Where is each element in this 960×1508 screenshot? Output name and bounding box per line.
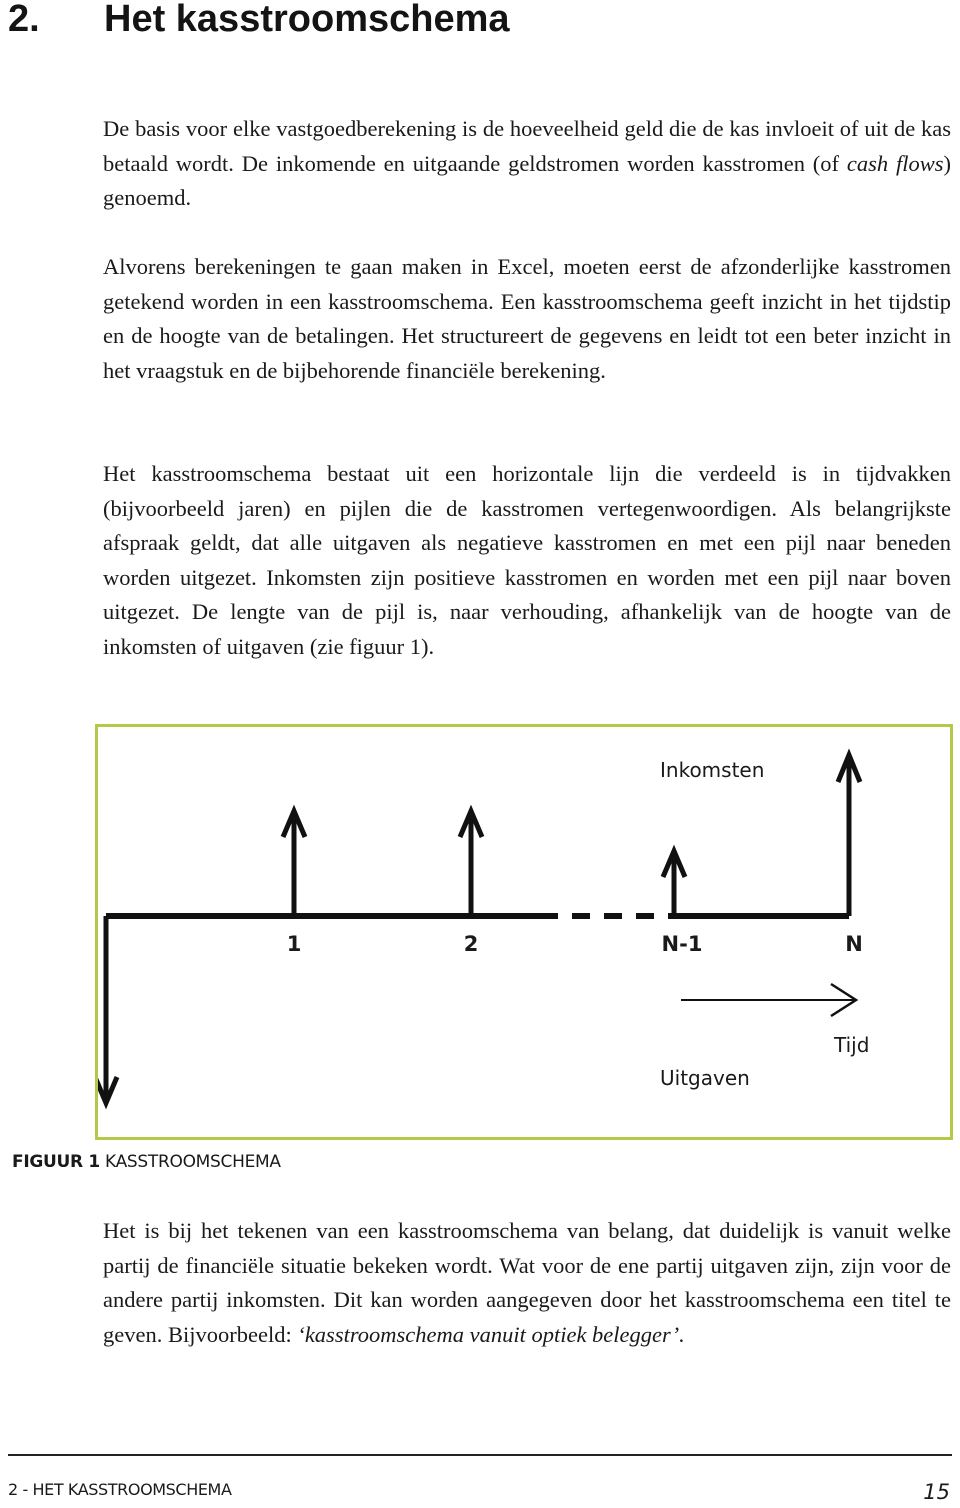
italic-term: cash flows bbox=[846, 150, 944, 176]
paragraph-text: Het is bij het tekenen van een kasstroomschema van belang, dat duidelijk is vanuit welke partij de financiële situatie bekeken wordt. Wat voor de ene partij uitgaven zijn, zijn voor de andere partij inkomsten. Dit kan worden aangegeven door het kasstroomschema een titel te geven. Bijvoorbeeld: bbox=[103, 1218, 951, 1347]
period-label-n-minus-1: N-1 bbox=[661, 932, 703, 956]
figure-cashflow-diagram bbox=[95, 724, 953, 1140]
paragraph-text: De basis voor elke vastgoedberekening is de hoeveelheid geld die de kas invloeit of uit de kas betaald wordt. De inkomende en uitgaande geldstromen worden kasstromen (of bbox=[103, 116, 951, 176]
caption-label: FIGUUR 1 bbox=[12, 1152, 100, 1172]
cashflow-arrow-up-period-2 bbox=[460, 811, 482, 916]
caption-text: KASSTROOMSCHEMA bbox=[105, 1152, 281, 1172]
cashflow-arrow-up-period-1 bbox=[283, 811, 305, 916]
italic-example: ‘kasstroomschema vanuit optiek belegger’. bbox=[297, 1321, 685, 1347]
chapter-title: Het kasstroomschema bbox=[104, 0, 510, 40]
cashflow-diagram-svg bbox=[98, 727, 950, 1137]
paragraph-intro bbox=[103, 112, 951, 216]
period-label-1: 1 bbox=[286, 932, 302, 956]
chapter-number: 2. bbox=[8, 0, 40, 40]
figure-caption bbox=[12, 1152, 281, 1172]
cashflow-arrow-down-period-0 bbox=[98, 916, 117, 1103]
page-number: 15 bbox=[923, 1480, 950, 1504]
paragraph-text: ) genoemd. bbox=[103, 150, 951, 210]
time-direction-arrow bbox=[681, 984, 856, 1016]
footer-divider bbox=[8, 1454, 952, 1456]
label-time: Tijd bbox=[834, 1033, 870, 1057]
label-income: Inkomsten bbox=[660, 758, 765, 782]
paragraph-schema-description: Het kasstroomschema bestaat uit een horizontale lijn die verdeeld is in tijdvakken (bijvoorbeeld jaren) en pijlen die de kasstromen vertegenwoordigen. Als belangrijkste afspraak geldt, dat alle uitgaven als negatieve kasstromen en met een pijl naar beneden worden uitgezet. Inkomsten zijn positieve kasstromen en worden met een pijl naar boven uitgezet. De lengte van de pijl is, naar verhouding, afhankelijk van de hoogte van de inkomsten of uitgaven (zie figuur 1). bbox=[103, 461, 951, 659]
period-label-2: 2 bbox=[463, 932, 479, 956]
label-expense: Uitgaven bbox=[660, 1066, 750, 1090]
cashflow-arrow-up-period-n bbox=[823, 755, 860, 916]
paragraph-excel: Alvorens berekeningen te gaan maken in Excel, moeten eerst de afzonderlijke kasstromen getekend worden in een kasstroomschema. Een kasstroomschema geeft inzicht in het tijdstip en de hoogte van de betalingen. Het structureert de gegevens en leidt tot een beter inzicht in het vraagstuk en de bijbehorende financiële berekening. bbox=[103, 254, 951, 383]
cashflow-arrow-up-period-n-minus-1 bbox=[663, 851, 685, 916]
footer-chapter: 2 - HET KASSTROOMSCHEMA bbox=[8, 1480, 232, 1499]
chapter-heading bbox=[8, 0, 510, 41]
period-label-n: N bbox=[845, 932, 863, 956]
paragraph-perspective bbox=[103, 1214, 951, 1352]
